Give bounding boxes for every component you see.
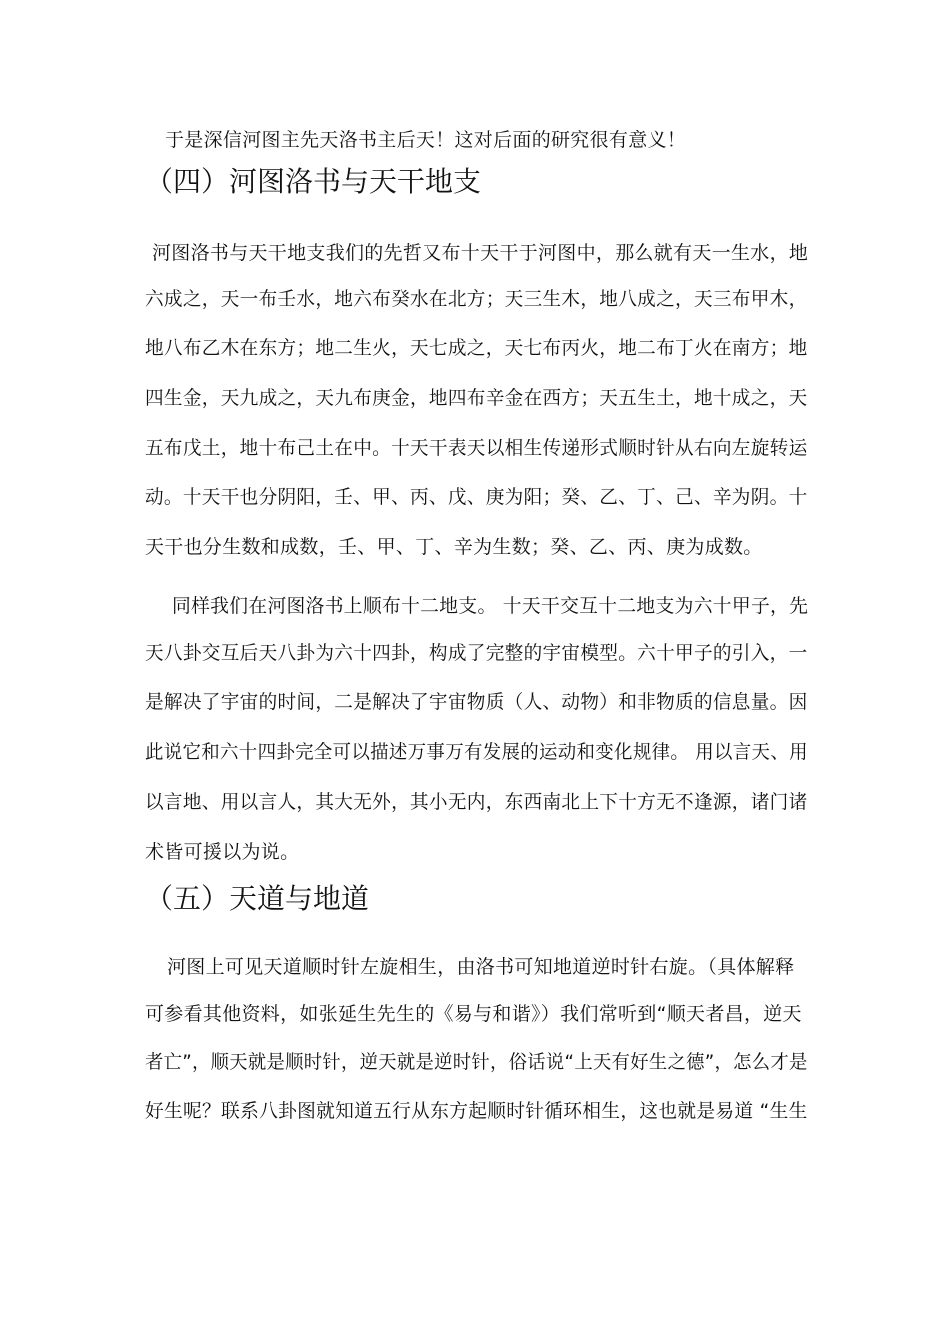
intro-line: 于是深信河图主先天洛书主后天！这对后面的研究很有意义！ [165, 129, 687, 151]
s4-p1-line-2: 六成之，天一布壬水，地六布癸水在北方；天三生木，地八成之，天三布甲木， [145, 288, 808, 310]
s4-p1-line-7: 天干也分生数和成数，壬、甲、丁、辛为生数；癸、乙、丙、庚为成数。 [145, 536, 763, 558]
s4-p2-line-1: 同样我们在河图洛书上顺布十二地支。 十天干交互十二地支为六十甲子，先 [172, 595, 809, 617]
s5-p1-line-3: 者亡”，顺天就是顺时针，逆天就是逆时针，俗话说“上天有好生之德”，怎么才是 [145, 1051, 808, 1073]
section-4-heading: （四）河图洛书与天干地支 [145, 165, 482, 198]
s5-p1-line-1: 河图上可见天道顺时针左旋相生，由洛书可知地道逆时针右旋。（具体解释 [167, 956, 795, 978]
s4-p1-line-1: 河图洛书与天干地支我们的先哲又布十天干于河图中，那么就有天一生水，地 [152, 242, 809, 264]
s4-p1-line-4: 四生金，天九成之，天九布庚金，地四布辛金在西方；天五生土，地十成之，天 [145, 387, 808, 409]
s4-p2-line-5: 以言地、用以言人，其大无外，其小无内，东西南北上下十方无不逢源，诸门诸 [145, 791, 808, 813]
s4-p1-line-6: 动。十天干也分阴阳，壬、甲、丙、戊、庚为阳；癸、乙、丁、己、辛为阴。十 [145, 486, 808, 508]
s5-p1-line-2: 可参看其他资料，如张延生先生的《易与和谐》）我们常听到“顺天者昌，逆天 [145, 1003, 802, 1025]
s4-p2-line-6: 术皆可援以为说。 [145, 841, 300, 863]
s4-p1-line-3: 地八布乙木在东方；地二生火，天七成之，天七布丙火，地二布丁火在南方；地 [145, 337, 808, 359]
s4-p2-line-2: 天八卦交互后天八卦为六十四卦，构成了完整的宇宙模型。六十甲子的引入，一 [145, 642, 808, 664]
s5-p1-line-4: 好生呢？联系八卦图就知道五行从东方起顺时针循环相生，这也就是易道 “生生 [145, 1100, 808, 1122]
s4-p2-line-3: 是解决了宇宙的时间，二是解决了宇宙物质（人、动物）和非物质的信息量。因 [145, 691, 808, 713]
s4-p2-line-4: 此说它和六十四卦完全可以描述万事万有发展的运动和变化规律。 用以言天、用 [145, 741, 808, 763]
s4-p1-line-5: 五布戊土，地十布己土在中。十天干表天以相生传递形式顺时针从右向左旋转运 [145, 437, 808, 459]
section-5-heading: （五）天道与地道 [145, 882, 370, 915]
